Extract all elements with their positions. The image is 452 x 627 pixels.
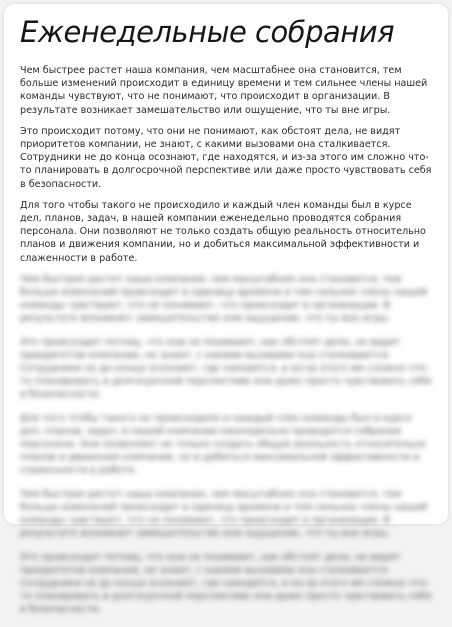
blurred-paragraph: Это происходит потому, что они не понимают, как обстоят дела, не видят приоритетов компании, не знают, с какими вызовами она сталкивается. Сотрудники не до конца осознают, где находятся, и из-за этого им сложно что-то планировать в долгосрочной перспективе или даже просто чувствовать себя в безопасности. — [20, 336, 432, 401]
article-title: Еженедельные собрания — [20, 15, 395, 49]
article-content — [20, 16, 434, 627]
article-card — [4, 4, 448, 616]
blurred-paragraph: Для того чтобы такого не происходило и каждый член команды был в курсе дел, планов, задач, в нашей компании еженедельно проводятся собрания персонала. Они позволяют не только создать общую реальность относительно планов и движения компании, но и добиться максимальной эффективности и слаженности в работе. — [20, 412, 426, 477]
blurred-paragraph: Чем быстрее растет наша компания, чем масштабнее она становится, тем больше изменений происходит в единицу времени и тем сильнее члены нашей команды чувствуют, что не понимают, что происходит в организации. В результате возникает замешательство или ощущение, что ты вне игры. — [20, 273, 428, 325]
article-paragraph: Чем быстрее растет наша компания, чем масштабнее она становится, тем больше изменений происходит в единицу времени и тем сильнее члены нашей команды чувствуют, что не понимают, что происходит в организации. В результате возникает замешательство или ощущение, что ты вне игры. — [20, 65, 428, 116]
article-paragraph: Для того чтобы такого не происходило и каждый член команды был в курсе дел, планов, задач, в нашей компании еженедельно проводятся собрания персонала. Они позволяют не только создать общую реальность относительно планов и движения компании, но и добиться максимальной эффективности и слаженности в работе. — [20, 199, 426, 264]
blurred-paragraph: Чем быстрее растет наша компания, чем масштабнее она становится, тем больше изменений происходит в единицу времени и тем сильнее члены нашей команды чувствуют, что не понимают, что происходит в организации. В результате возникает замешательство или ощущение, что ты вне игры. — [20, 488, 428, 540]
blurred-continuation — [20, 273, 434, 617]
article-body — [20, 64, 434, 265]
blurred-paragraph: Это происходит потому, что они не понимают, как обстоят дела, не видят приоритетов компании, не знают, с какими вызовами она сталкивается. Сотрудники не до конца осознают, где находятся, и из-за этого им сложно что-то планировать в долгосрочной перспективе или даже просто чувствовать себя в безопасности. — [20, 551, 432, 616]
article-paragraph: Это происходит потому, что они не понимают, как обстоят дела, не видят приоритетов компании, не знают, с какими вызовами она сталкивается. Сотрудники не до конца осознают, где находятся, и из-за этого им сложно что-то планировать в долгосрочной перспективе или даже просто чувствовать себя в безопасности. — [20, 125, 432, 190]
